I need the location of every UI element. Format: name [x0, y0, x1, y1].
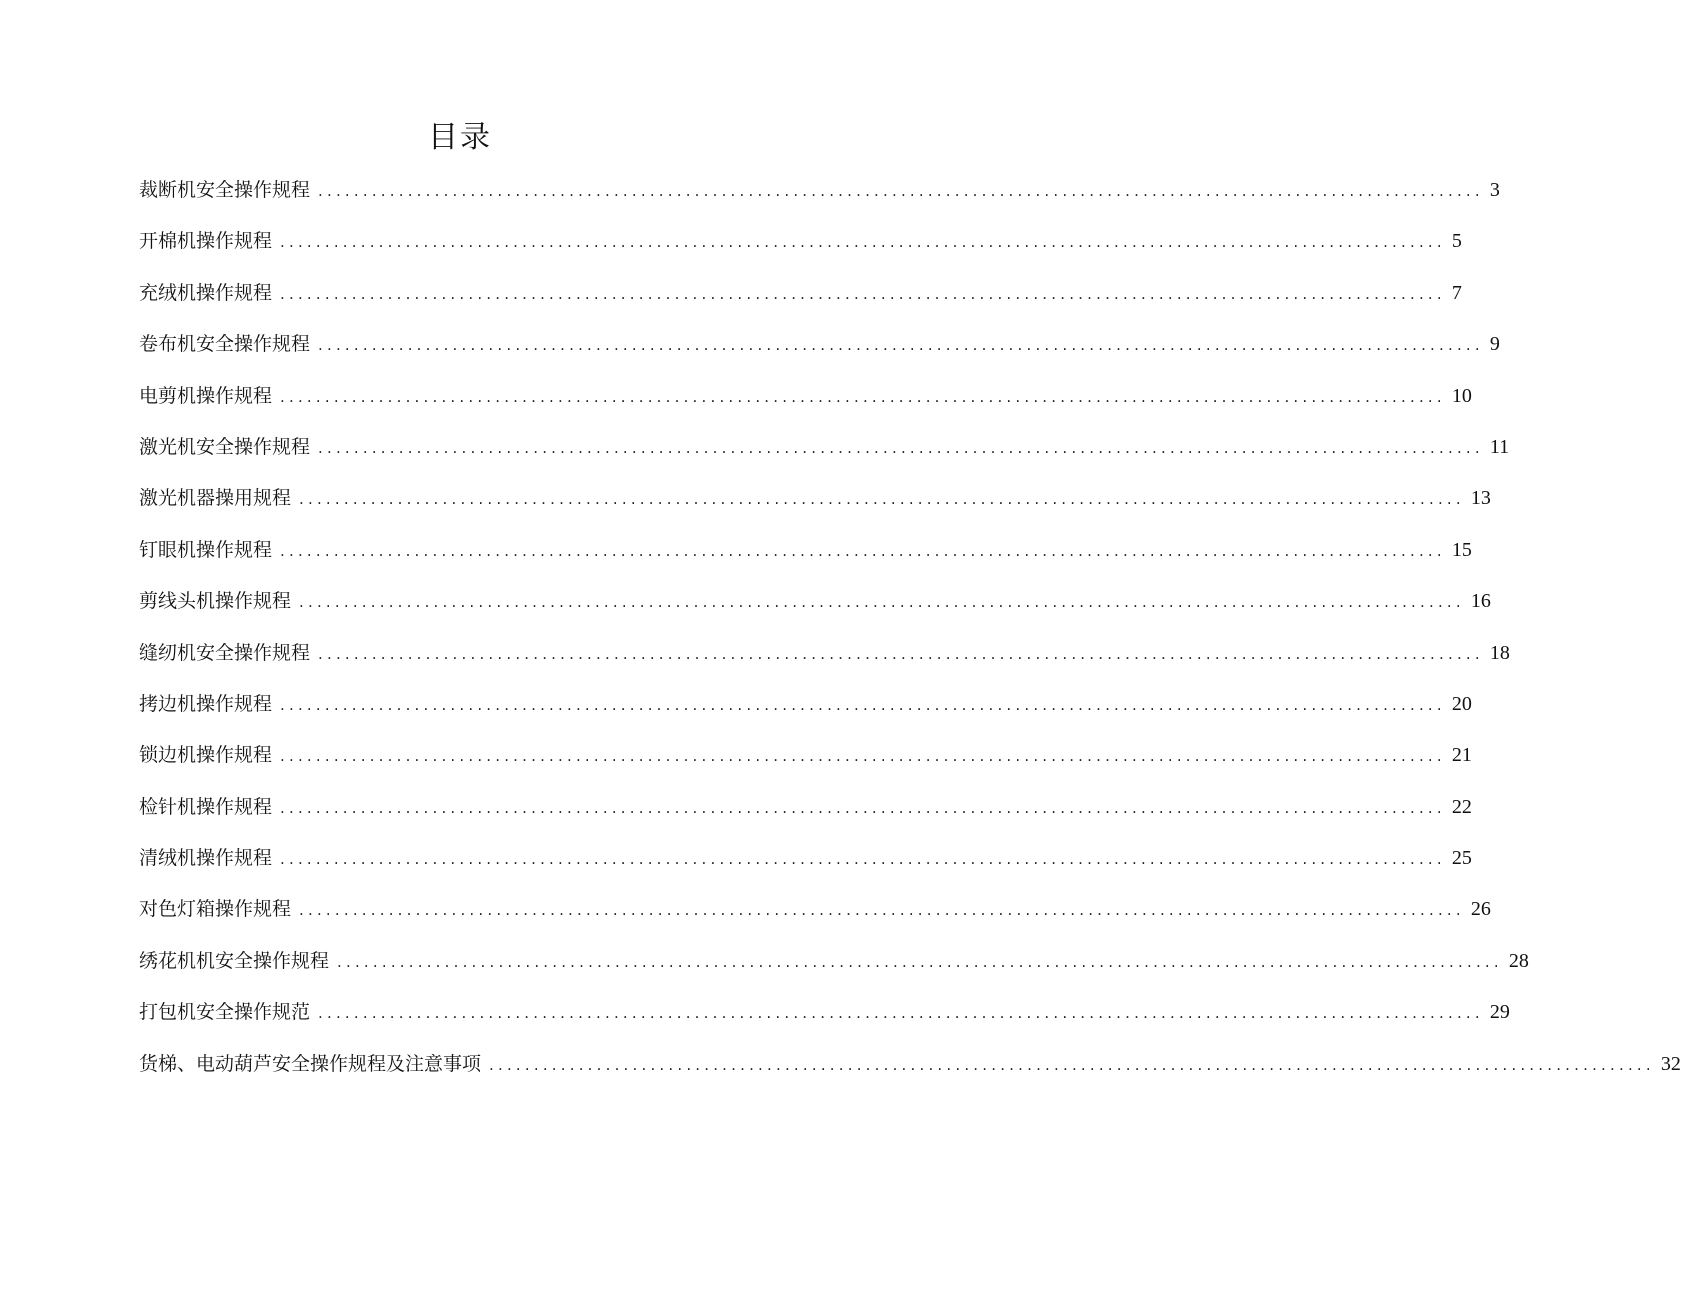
- toc-leader-dots: ..................................................................................................................................: [280, 233, 1446, 252]
- toc-entry-label: 裁断机安全操作规程: [139, 179, 311, 201]
- toc-entry-page: 18: [1489, 641, 1510, 664]
- toc-leader-dots: ..................................................................................................................................: [318, 644, 1484, 663]
- toc-entry-page: 22: [1451, 795, 1472, 818]
- toc-entry-label: 卷布机安全操作规程: [139, 333, 311, 356]
- toc-entry-page: 16: [1470, 590, 1491, 613]
- toc-entry[interactable]: [139, 893, 1491, 944]
- toc-entry[interactable]: [139, 945, 1529, 996]
- table-of-contents: [139, 174, 1681, 1099]
- toc-leader-dots: ..................................................................................................................................: [280, 284, 1446, 303]
- toc-entry[interactable]: [139, 225, 1462, 276]
- toc-entry-label: 缝纫机安全操作规程: [139, 641, 311, 664]
- toc-leader-dots: ..................................................................................................................................: [280, 387, 1446, 406]
- toc-leader-dots: ..................................................................................................................................: [318, 336, 1484, 355]
- toc-entry-page: 29: [1489, 1001, 1510, 1024]
- toc-entry[interactable]: [139, 380, 1472, 431]
- toc-entry-page: 5: [1451, 230, 1462, 253]
- toc-entry[interactable]: [139, 688, 1472, 739]
- toc-entry-label: 检针机操作规程: [139, 795, 273, 818]
- toc-entry[interactable]: [139, 482, 1491, 533]
- toc-leader-dots: ..................................................................................................................................: [318, 438, 1484, 457]
- toc-entry[interactable]: [139, 791, 1472, 842]
- toc-entry[interactable]: [139, 174, 1500, 225]
- toc-entry-page: 3: [1489, 179, 1500, 201]
- toc-leader-dots: ..................................................................................................................................: [337, 952, 1503, 971]
- toc-entry-label: 货梯、电动葫芦安全操作规程及注意事项: [139, 1052, 482, 1075]
- toc-entry-label: 电剪机操作规程: [139, 384, 273, 407]
- toc-entry[interactable]: [139, 996, 1510, 1047]
- toc-entry[interactable]: [139, 534, 1472, 585]
- toc-leader-dots: ..................................................................................................................................: [318, 1004, 1484, 1023]
- toc-entry-page: 7: [1451, 281, 1462, 304]
- toc-entry[interactable]: [139, 637, 1510, 688]
- toc-entry-label: 清绒机操作规程: [139, 847, 273, 870]
- toc-leader-dots: ..................................................................................................................................: [280, 850, 1446, 869]
- toc-entry[interactable]: [139, 739, 1472, 790]
- toc-entry-page: 32: [1660, 1052, 1681, 1075]
- toc-entry-label: 剪线头机操作规程: [139, 590, 292, 613]
- toc-leader-dots: ..................................................................................................................................: [280, 747, 1446, 766]
- toc-entry-label: 对色灯箱操作规程: [139, 898, 292, 921]
- toc-entry[interactable]: [139, 328, 1500, 379]
- toc-entry[interactable]: [139, 431, 1510, 482]
- toc-entry-label: 锁边机操作规程: [139, 744, 273, 767]
- toc-entry-label: 激光机器操用规程: [139, 487, 292, 510]
- toc-leader-dots: ..................................................................................................................................: [280, 798, 1446, 817]
- toc-entry-page: 15: [1451, 538, 1472, 561]
- toc-entry-label: 钉眼机操作规程: [139, 538, 273, 561]
- page-title: 目录: [428, 120, 492, 155]
- toc-leader-dots: ..................................................................................................................................: [489, 1055, 1655, 1074]
- toc-leader-dots: ..................................................................................................................................: [299, 901, 1465, 920]
- toc-entry[interactable]: [139, 1048, 1681, 1099]
- toc-entry[interactable]: [139, 277, 1462, 328]
- toc-entry-page: 9: [1489, 333, 1500, 356]
- toc-entry-page: 13: [1470, 487, 1491, 510]
- toc-entry-label: 绣花机机安全操作规程: [139, 949, 330, 972]
- toc-entry-label: 打包机安全操作规范: [139, 1001, 311, 1024]
- toc-entry-label: 激光机安全操作规程: [139, 435, 311, 458]
- toc-leader-dots: ..................................................................................................................................: [280, 695, 1446, 714]
- toc-entry[interactable]: [139, 842, 1472, 893]
- toc-entry-label: 开棉机操作规程: [139, 230, 273, 253]
- toc-entry-page: 28: [1508, 949, 1529, 972]
- toc-entry-label: 拷边机操作规程: [139, 692, 273, 715]
- toc-leader-dots: ..................................................................................................................................: [299, 490, 1465, 509]
- toc-leader-dots: ..................................................................................................................................: [280, 541, 1446, 560]
- toc-entry-page: 26: [1470, 898, 1491, 921]
- toc-entry-page: 20: [1451, 692, 1472, 715]
- toc-leader-dots: ..................................................................................................................................: [318, 182, 1484, 200]
- toc-leader-dots: ..................................................................................................................................: [299, 593, 1465, 612]
- toc-entry-label: 充绒机操作规程: [139, 281, 273, 304]
- toc-entry[interactable]: [139, 585, 1491, 636]
- toc-entry-page: 25: [1451, 847, 1472, 870]
- toc-entry-page: 21: [1451, 744, 1472, 767]
- toc-entry-page: 10: [1451, 384, 1472, 407]
- toc-entry-page: 11: [1489, 435, 1510, 458]
